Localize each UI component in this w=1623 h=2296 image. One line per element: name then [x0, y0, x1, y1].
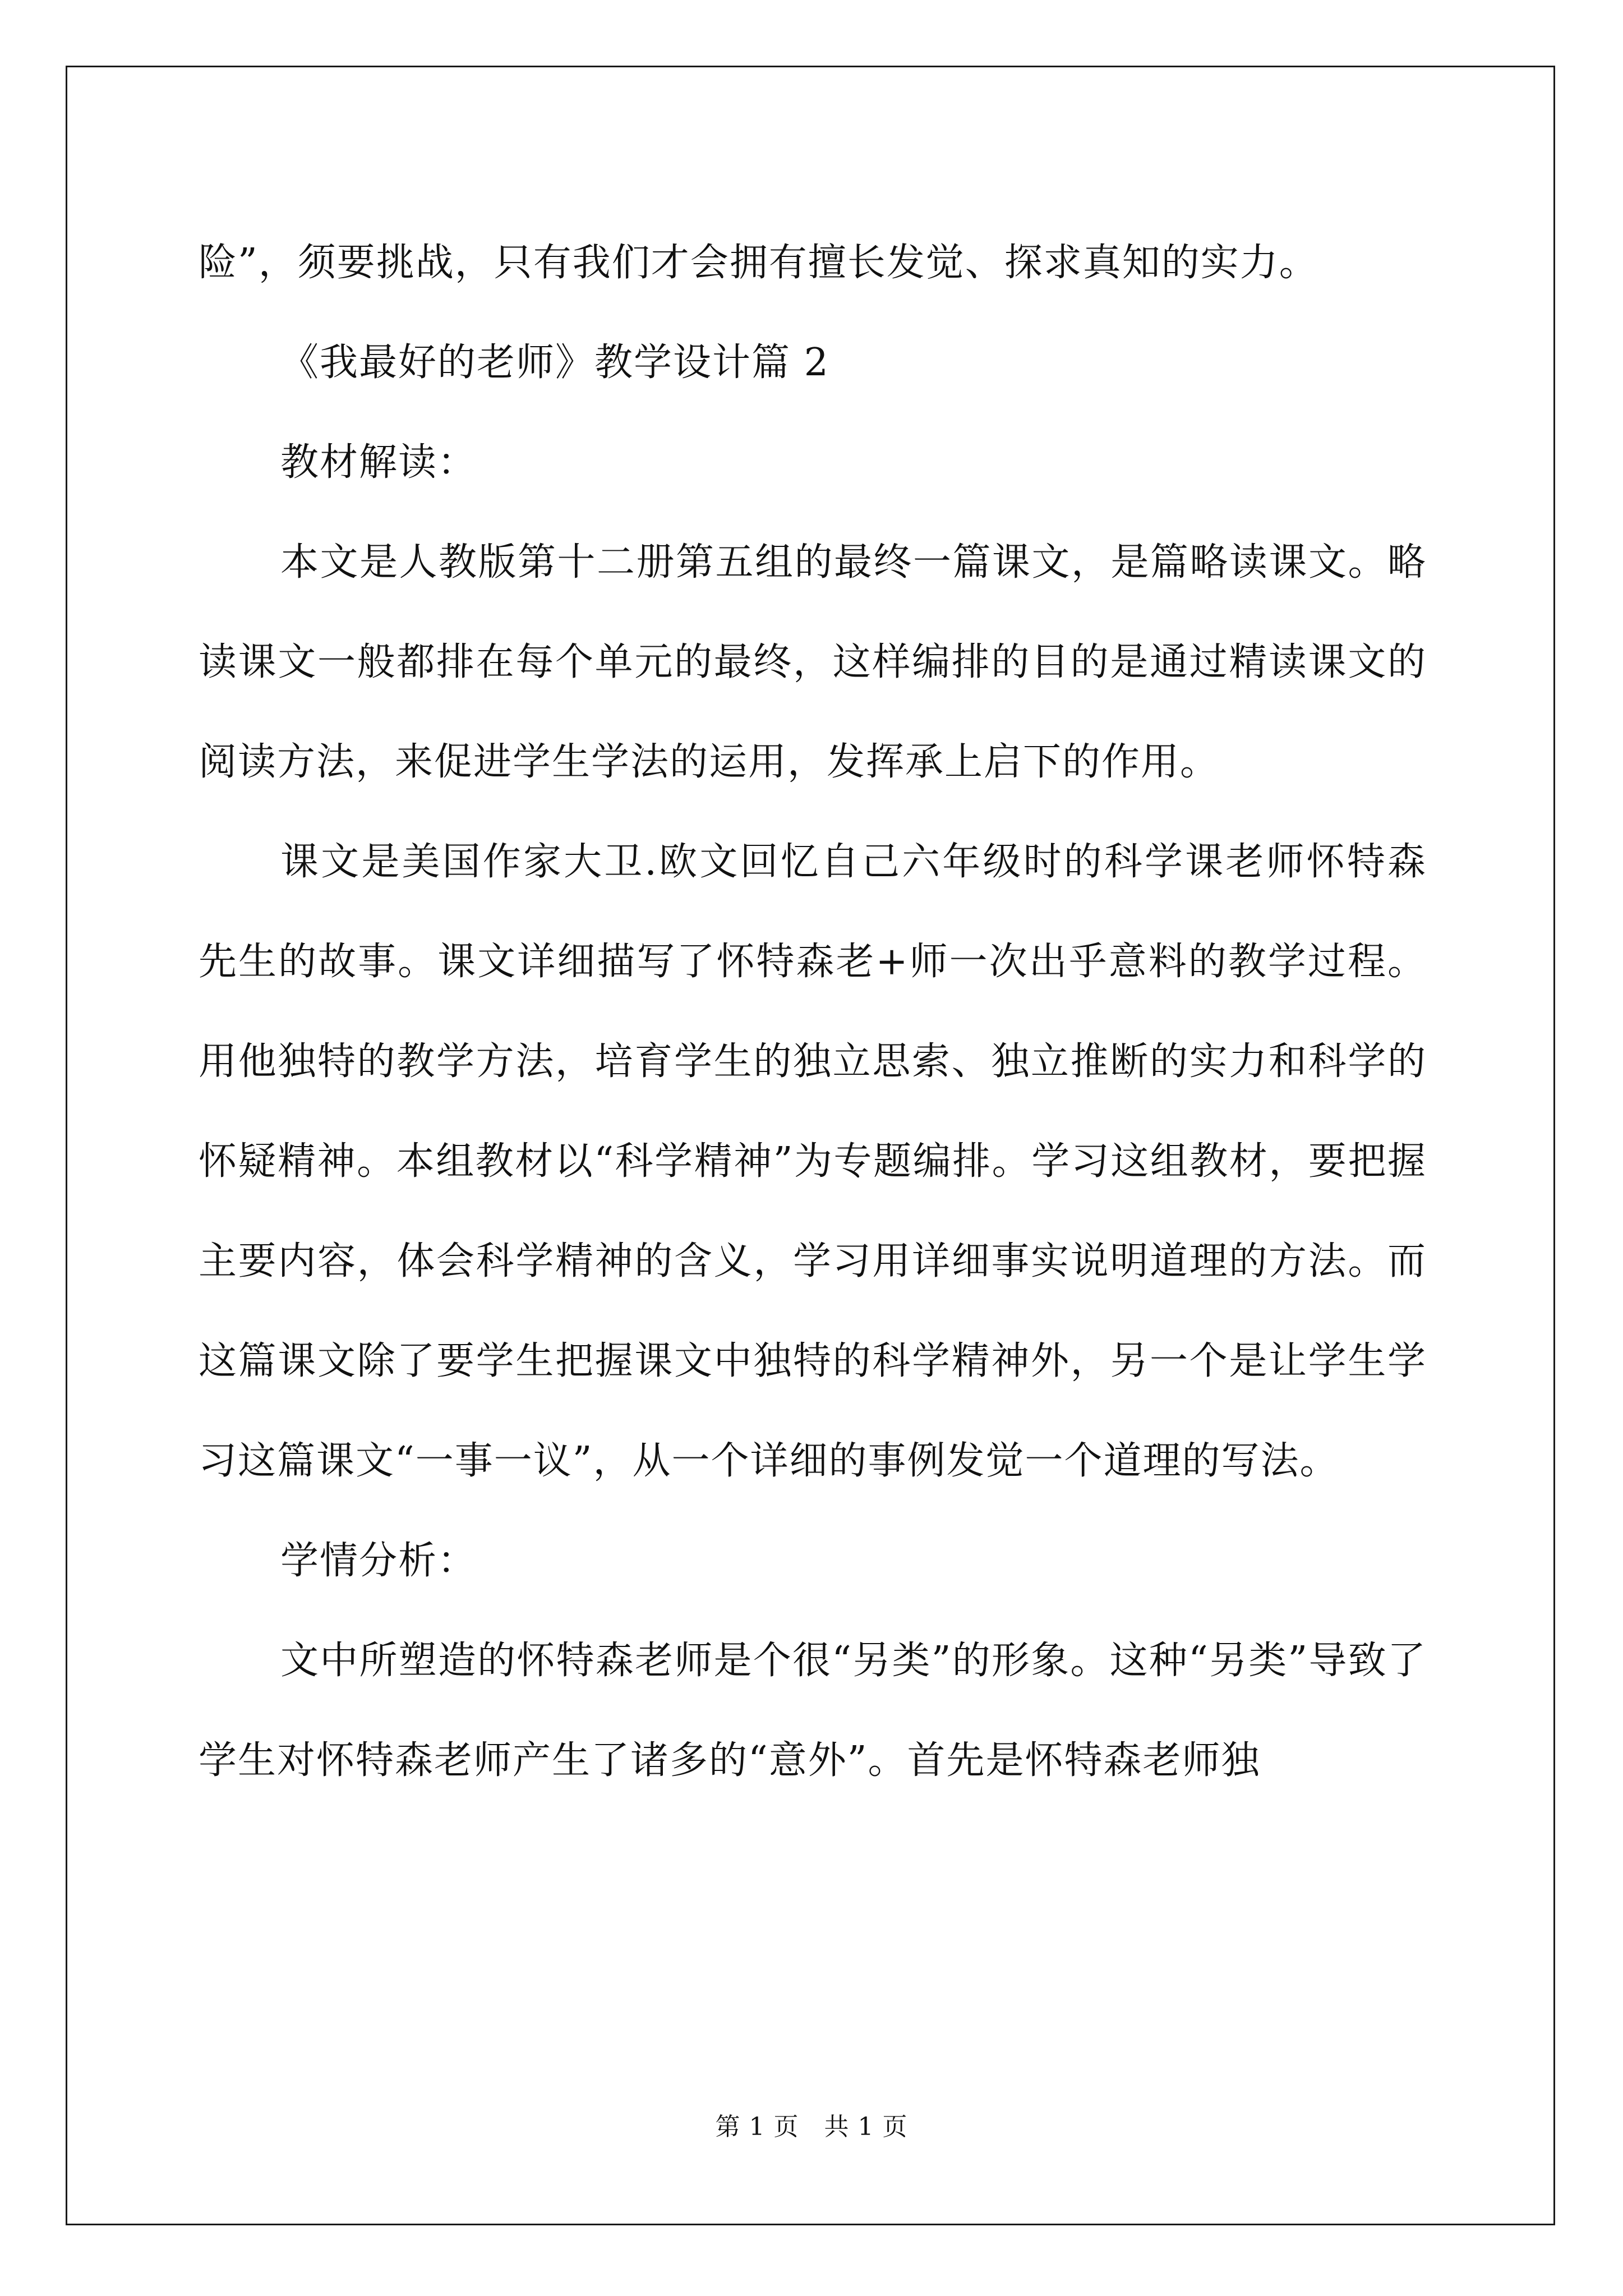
page-footer: 第 1 页 共 1 页 [715, 2113, 908, 2141]
document-body [199, 213, 1427, 1811]
subheading-analysis: 学情分析： [280, 1539, 477, 1583]
paragraph: 险”，须要挑战，只有我们才会拥有擅长发觉、探求真知的实力。 [199, 241, 1318, 285]
paragraph: 本文是人教版第十二册第五组的最终一篇课文，是篇略读课文。略读课文一般都排在每个单元的最终，这样编排的目的是通过精读课文的阅读方法，来促进学生学法的运用，发挥承上启下的作用。 [199, 540, 1427, 784]
paragraph: 课文是美国作家大卫.欧文回忆自己六年级时的科学课老师怀特森先生的故事。课文详细描写了怀特森老+师一次出乎意料的教学过程。用他独特的教学方法，培育学生的独立思索、独立推断的实力和科学的怀疑精神。本组教材以“科学精神”为专题编排。学习这组教材，要把握主要内容，体会科学精神的含义，学习用详细事实说明道理的方法。而这篇课文除了要学生把握课文中独特的科学精神外，另一个是让学生学习这篇课文“一事一议”，从一个详细的事例发觉一个道理的写法。 [199, 840, 1427, 1483]
section-title: 《我最好的老师》教学设计篇 2 [280, 341, 829, 385]
subheading-material: 教材解读： [280, 440, 477, 485]
paragraph: 文中所塑造的怀特森老师是个很“另类”的形象。这种“另类”导致了学生对怀特森老师产生了诸多的“意外”。首先是怀特森老师独 [199, 1639, 1427, 1783]
